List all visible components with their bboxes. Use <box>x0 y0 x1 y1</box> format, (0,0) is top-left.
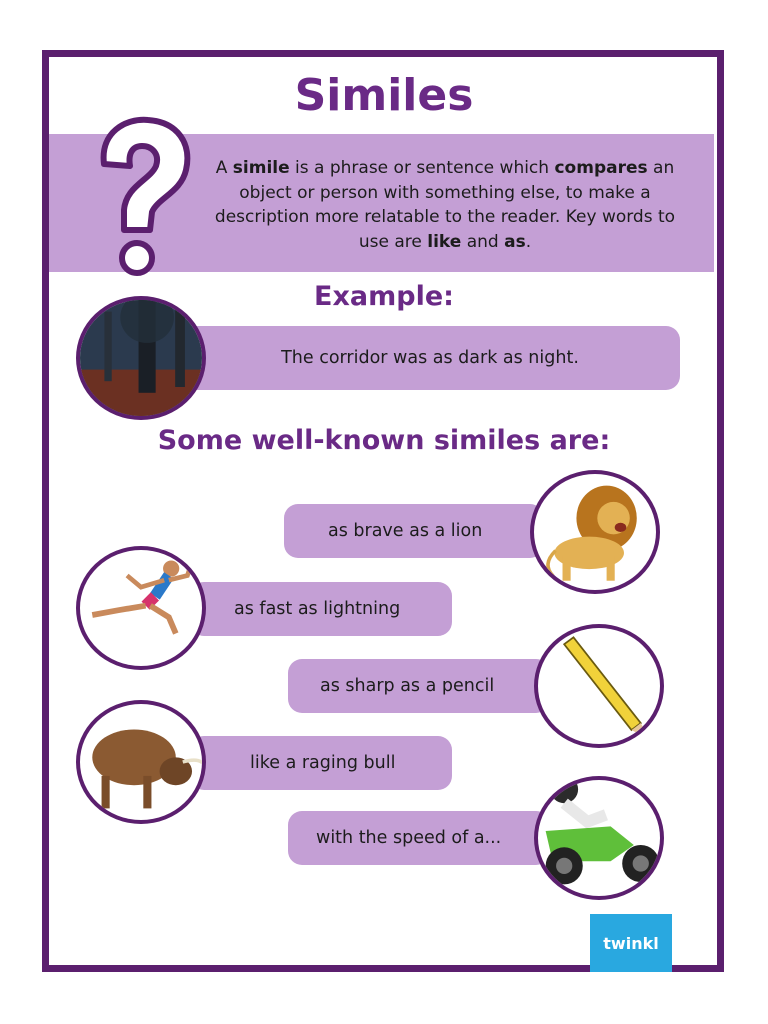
definition-keyword: as <box>504 231 526 252</box>
definition-text <box>205 156 685 254</box>
example-heading: Example: <box>314 281 454 312</box>
twinkl-logo <box>590 914 672 972</box>
simile-text: like a raging bull <box>250 753 396 773</box>
definition-segment: and <box>461 231 505 252</box>
runner-icon <box>76 546 206 670</box>
pencil-icon <box>534 624 664 748</box>
similes-heading: Some well-known similes are: <box>157 425 611 456</box>
logo-text: twinkl <box>603 933 659 953</box>
definition-keyword: compares <box>554 158 648 178</box>
definition-segment: an object or person with something else, to make a description more relatable to the reader. Key words to use are <box>214 158 676 252</box>
simile-text: as brave as a lion <box>328 521 483 541</box>
simile-pill-bull <box>190 736 452 790</box>
bull-icon <box>76 700 206 824</box>
definition-keyword: like <box>427 231 462 252</box>
simile-pill-lion <box>284 504 544 558</box>
definition-segment: A <box>215 158 233 178</box>
definition-segment: . <box>525 231 532 252</box>
motorbike-icon <box>534 776 664 900</box>
dark-forest-image <box>76 296 206 420</box>
example-sentence: The corridor was as dark as night. <box>281 348 579 368</box>
simile-pill-motorbike <box>288 811 550 865</box>
simile-pill-runner <box>190 582 452 636</box>
example-sentence-pill <box>180 326 680 390</box>
simile-text: as sharp as a pencil <box>320 676 495 696</box>
simile-pill-pencil <box>288 659 550 713</box>
definition-segment: is a phrase or sentence which <box>289 158 555 178</box>
lion-icon <box>530 470 660 594</box>
simile-text: with the speed of a... <box>316 828 502 848</box>
simile-text: as fast as lightning <box>234 599 401 619</box>
poster-title: Similes <box>294 70 474 121</box>
definition-keyword: simile <box>232 158 290 178</box>
question-mark-icon <box>86 112 198 286</box>
